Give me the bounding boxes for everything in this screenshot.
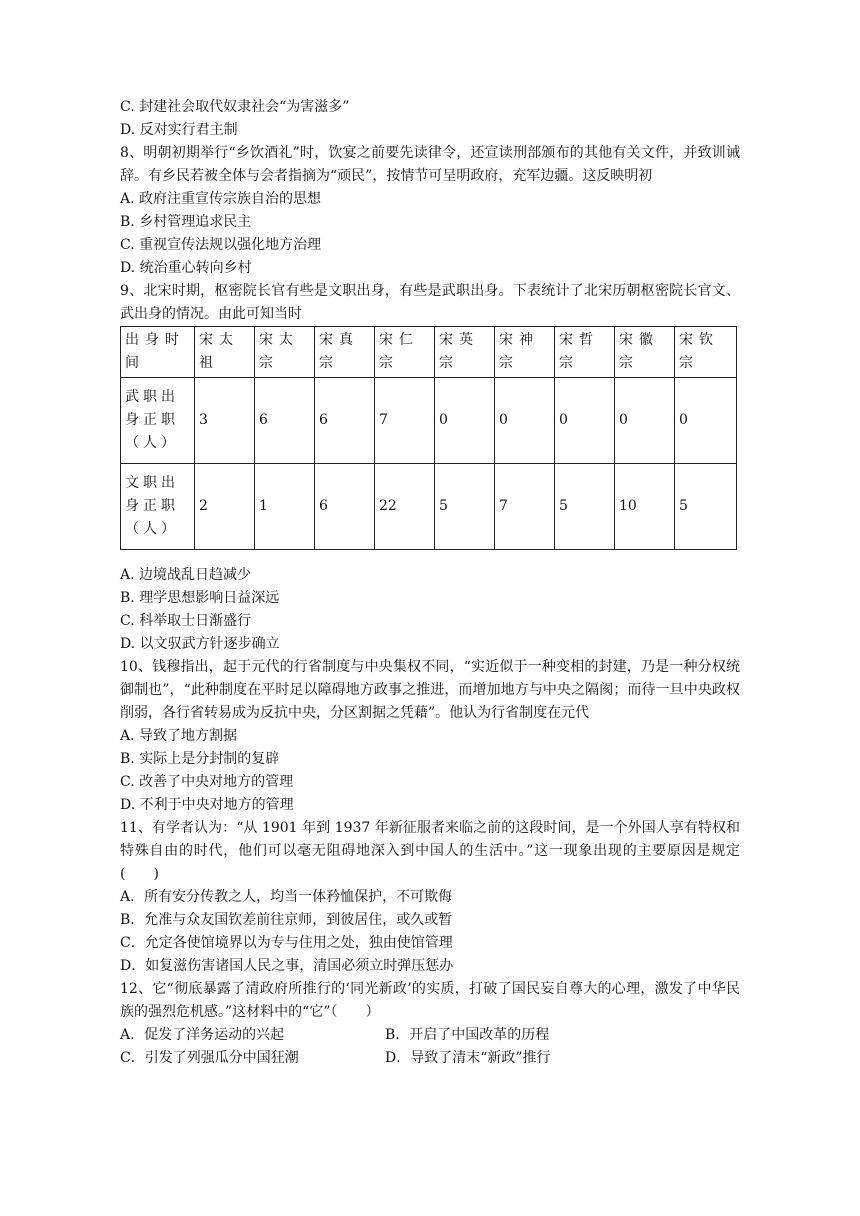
table-cell: 1 bbox=[255, 464, 315, 550]
document-page bbox=[120, 96, 740, 1070]
header-cell: 宋真宗 bbox=[315, 327, 375, 378]
table-cell: 6 bbox=[315, 378, 375, 464]
question-10-stem: 10、钱穆指出，起于元代的行省制度与中央集权不同，“实近似于一种变相的封建，乃是一种分权统御制也”，“此种制度在平时足以障碍地方政事之推进，而增加地方与中央之隔阂；而待一旦中央政权削弱，各行省转易成为反抗中央，分区割据之凭藉”。他认为行省制度在元代 bbox=[120, 659, 740, 721]
table-row-civil bbox=[121, 464, 737, 550]
table-cell: 2 bbox=[195, 464, 255, 550]
table-cell: 0 bbox=[435, 378, 495, 464]
q11-option-c[interactable]: C．允定各使馆境界以为专与住用之处，独由使馆管理 bbox=[120, 935, 453, 951]
q11-option-b[interactable]: B．允准与众友国钦差前往京师，到彼居住，或久或暂 bbox=[120, 912, 453, 928]
question-9-stem: 9、北宋时期，枢密院长官有些是文职出身，有些是武职出身。下表统计了北宋历朝枢密院长官文、武出身的情况。由此可知当时 bbox=[120, 283, 740, 322]
q11-option-a[interactable]: A．所有安分传教之人，均当一体矜恤保护，不可欺侮 bbox=[120, 889, 453, 905]
q9-table bbox=[120, 326, 737, 550]
q9-option-d[interactable]: D. 以文驭武方针逐步确立 bbox=[120, 636, 280, 652]
row-label: 武职出身正职（人） bbox=[121, 378, 195, 464]
table-cell: 6 bbox=[315, 464, 375, 550]
q10-option-a[interactable]: A. 导致了地方割据 bbox=[120, 728, 238, 744]
q8-option-c[interactable]: C. 重视宣传法规以强化地方治理 bbox=[120, 237, 322, 253]
q12-option-a[interactable]: A．促发了洋务运动的兴起 bbox=[120, 1027, 285, 1043]
header-cell: 出身时间 bbox=[121, 327, 195, 378]
q12-options-row-2 bbox=[120, 1047, 740, 1070]
header-cell: 宋仁宗 bbox=[375, 327, 435, 378]
q9-option-b[interactable]: B. 理学思想影响日益深远 bbox=[120, 590, 280, 606]
header-cell: 宋英宗 bbox=[435, 327, 495, 378]
table-cell: 7 bbox=[495, 464, 555, 550]
option-c-prev: C. 封建社会取代奴隶社会“为害滋多” bbox=[120, 99, 350, 115]
header-cell: 宋太宗 bbox=[255, 327, 315, 378]
q12-option-d[interactable]: D．导致了清末“新政”推行 bbox=[385, 1050, 551, 1066]
table-cell: 0 bbox=[495, 378, 555, 464]
table-cell: 5 bbox=[675, 464, 737, 550]
header-cell: 宋太祖 bbox=[195, 327, 255, 378]
q10-option-c[interactable]: C. 改善了中央对地方的管理 bbox=[120, 774, 294, 790]
q12-option-c[interactable]: C．引发了列强瓜分中国狂潮 bbox=[120, 1050, 299, 1066]
q9-option-c[interactable]: C. 科举取士日渐盛行 bbox=[120, 613, 252, 629]
question-8-stem: 8、明朝初期举行“乡饮酒礼”时，饮宴之前要先读律令，还宣读刑部颁布的其他有关文件，并致训诫辞。有乡民若被全体与会者指摘为“顽民”，按情节可呈明政府，充军边疆。这反映明初 bbox=[120, 145, 740, 184]
table-cell: 6 bbox=[255, 378, 315, 464]
q12-options-row-1 bbox=[120, 1024, 740, 1047]
q8-option-a[interactable]: A. 政府注重宣传宗族自治的思想 bbox=[120, 191, 322, 207]
header-cell: 宋钦宗 bbox=[675, 327, 737, 378]
table-cell: 5 bbox=[555, 464, 615, 550]
question-11-stem: 11、有学者认为：“从 1901 年到 1937 年新征服者来临之前的这段时间，是一个外国人享有特权和特殊自由的时代，他们可以毫无阻碍地深入到中国人的生活中。”这一现象出现的主要原因是规定( ) bbox=[120, 820, 740, 882]
table-cell: 10 bbox=[615, 464, 675, 550]
q10-option-d[interactable]: D. 不利于中央对地方的管理 bbox=[120, 797, 294, 813]
q9-option-a[interactable]: A. 边境战乱日趋减少 bbox=[120, 567, 252, 583]
table-cell: 0 bbox=[675, 378, 737, 464]
header-cell: 宋哲宗 bbox=[555, 327, 615, 378]
table-row-military bbox=[121, 378, 737, 464]
row-label: 文职出身正职（人） bbox=[121, 464, 195, 550]
table-cell: 5 bbox=[435, 464, 495, 550]
table-header-row bbox=[121, 327, 737, 378]
question-12-stem: 12、它“彻底暴露了清政府所推行的‘同光新政’的实质，打破了国民妄自尊大的心理，激发了中华民族的强烈危机感。”这材料中的“它”（ ） bbox=[120, 981, 740, 1020]
q10-option-b[interactable]: B. 实际上是分封制的复辟 bbox=[120, 751, 280, 767]
table-cell: 3 bbox=[195, 378, 255, 464]
table-cell: 22 bbox=[375, 464, 435, 550]
table-cell: 7 bbox=[375, 378, 435, 464]
q11-option-d[interactable]: D．如复滋伤害诸国人民之事，清国必须立时弹压惩办 bbox=[120, 958, 454, 974]
q12-option-b[interactable]: B．开启了中国改革的历程 bbox=[385, 1027, 550, 1043]
option-d-prev: D. 反对实行君主制 bbox=[120, 122, 238, 138]
header-cell: 宋神宗 bbox=[495, 327, 555, 378]
header-cell: 宋徽宗 bbox=[615, 327, 675, 378]
table-cell: 0 bbox=[555, 378, 615, 464]
q8-option-b[interactable]: B. 乡村管理追求民主 bbox=[120, 214, 252, 230]
table-cell: 0 bbox=[615, 378, 675, 464]
q8-option-d[interactable]: D. 统治重心转向乡村 bbox=[120, 260, 252, 276]
